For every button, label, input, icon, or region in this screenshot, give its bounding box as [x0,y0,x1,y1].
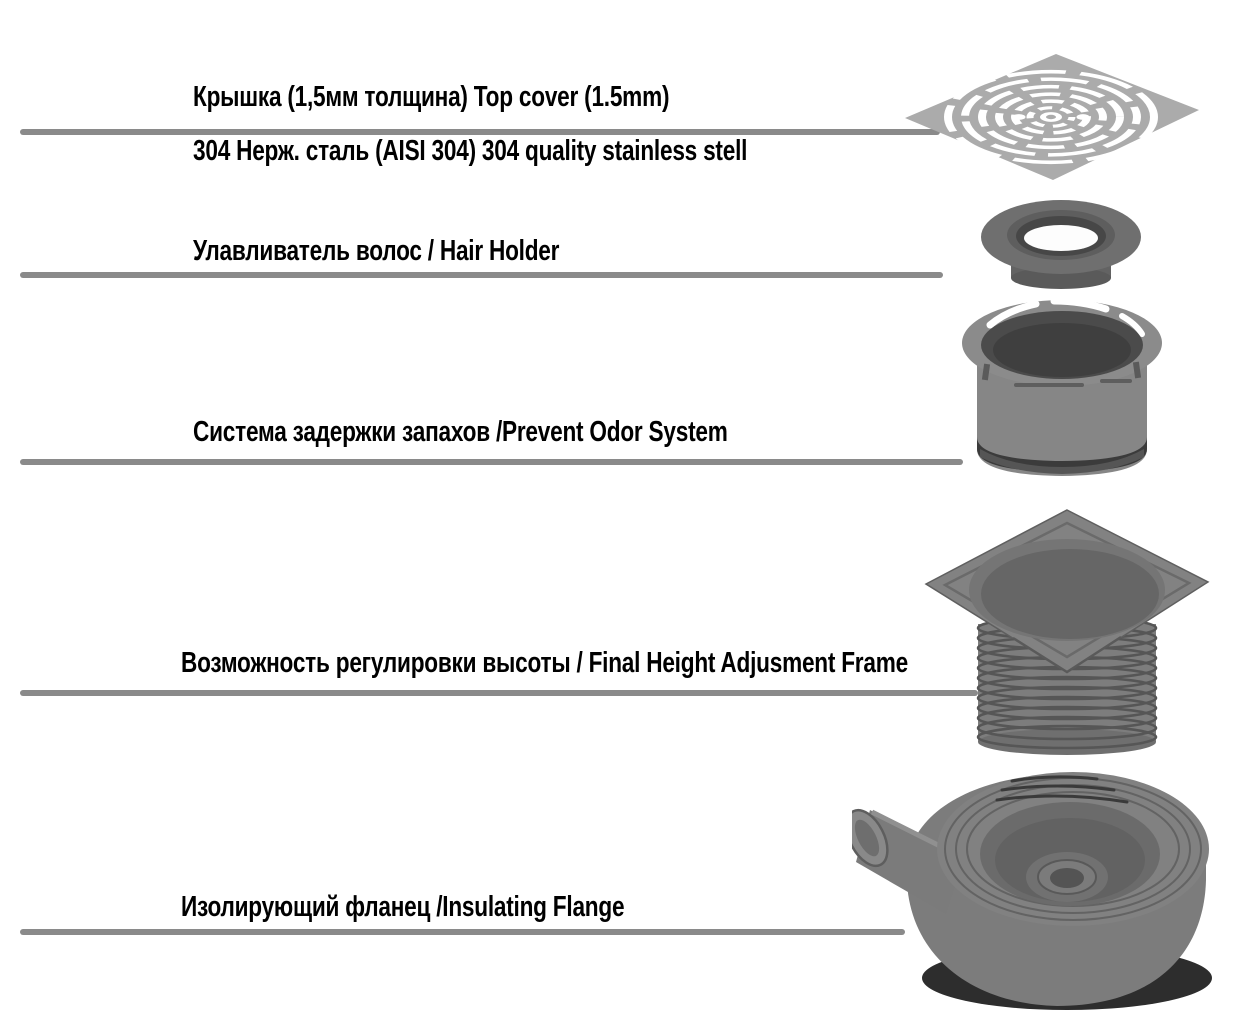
leader-line-height-adjustment [20,690,978,696]
part-label-insulating-flange: Изолирующий фланец /Insulating Flange [181,891,625,923]
odor-system-illustration [952,297,1172,492]
insulating-flange-illustration [852,750,1236,1018]
leader-line-odor-system [20,459,963,465]
leader-line-hair-holder [20,272,943,278]
part-label-height-adjustment: Возможность регулировки высоты / Final Height Adjusment Frame [181,647,908,679]
part-label-top-cover: Крышка (1,5мм толщина) Top cover (1.5mm) [193,81,670,113]
part-sublabel-material: 304 Нерж. сталь (AISI 304) 304 quality stainless stell [193,135,748,167]
height-adjustment-frame-illustration [910,506,1215,766]
hair-holder-illustration [973,197,1148,297]
part-label-hair-holder: Улавливатель волос / Hair Holder [193,235,560,267]
part-label-odor-system: Система задержки запахов /Prevent Odor System [193,416,728,448]
leader-line-insulating-flange [20,929,905,935]
top-cover-grate-illustration [893,50,1205,192]
